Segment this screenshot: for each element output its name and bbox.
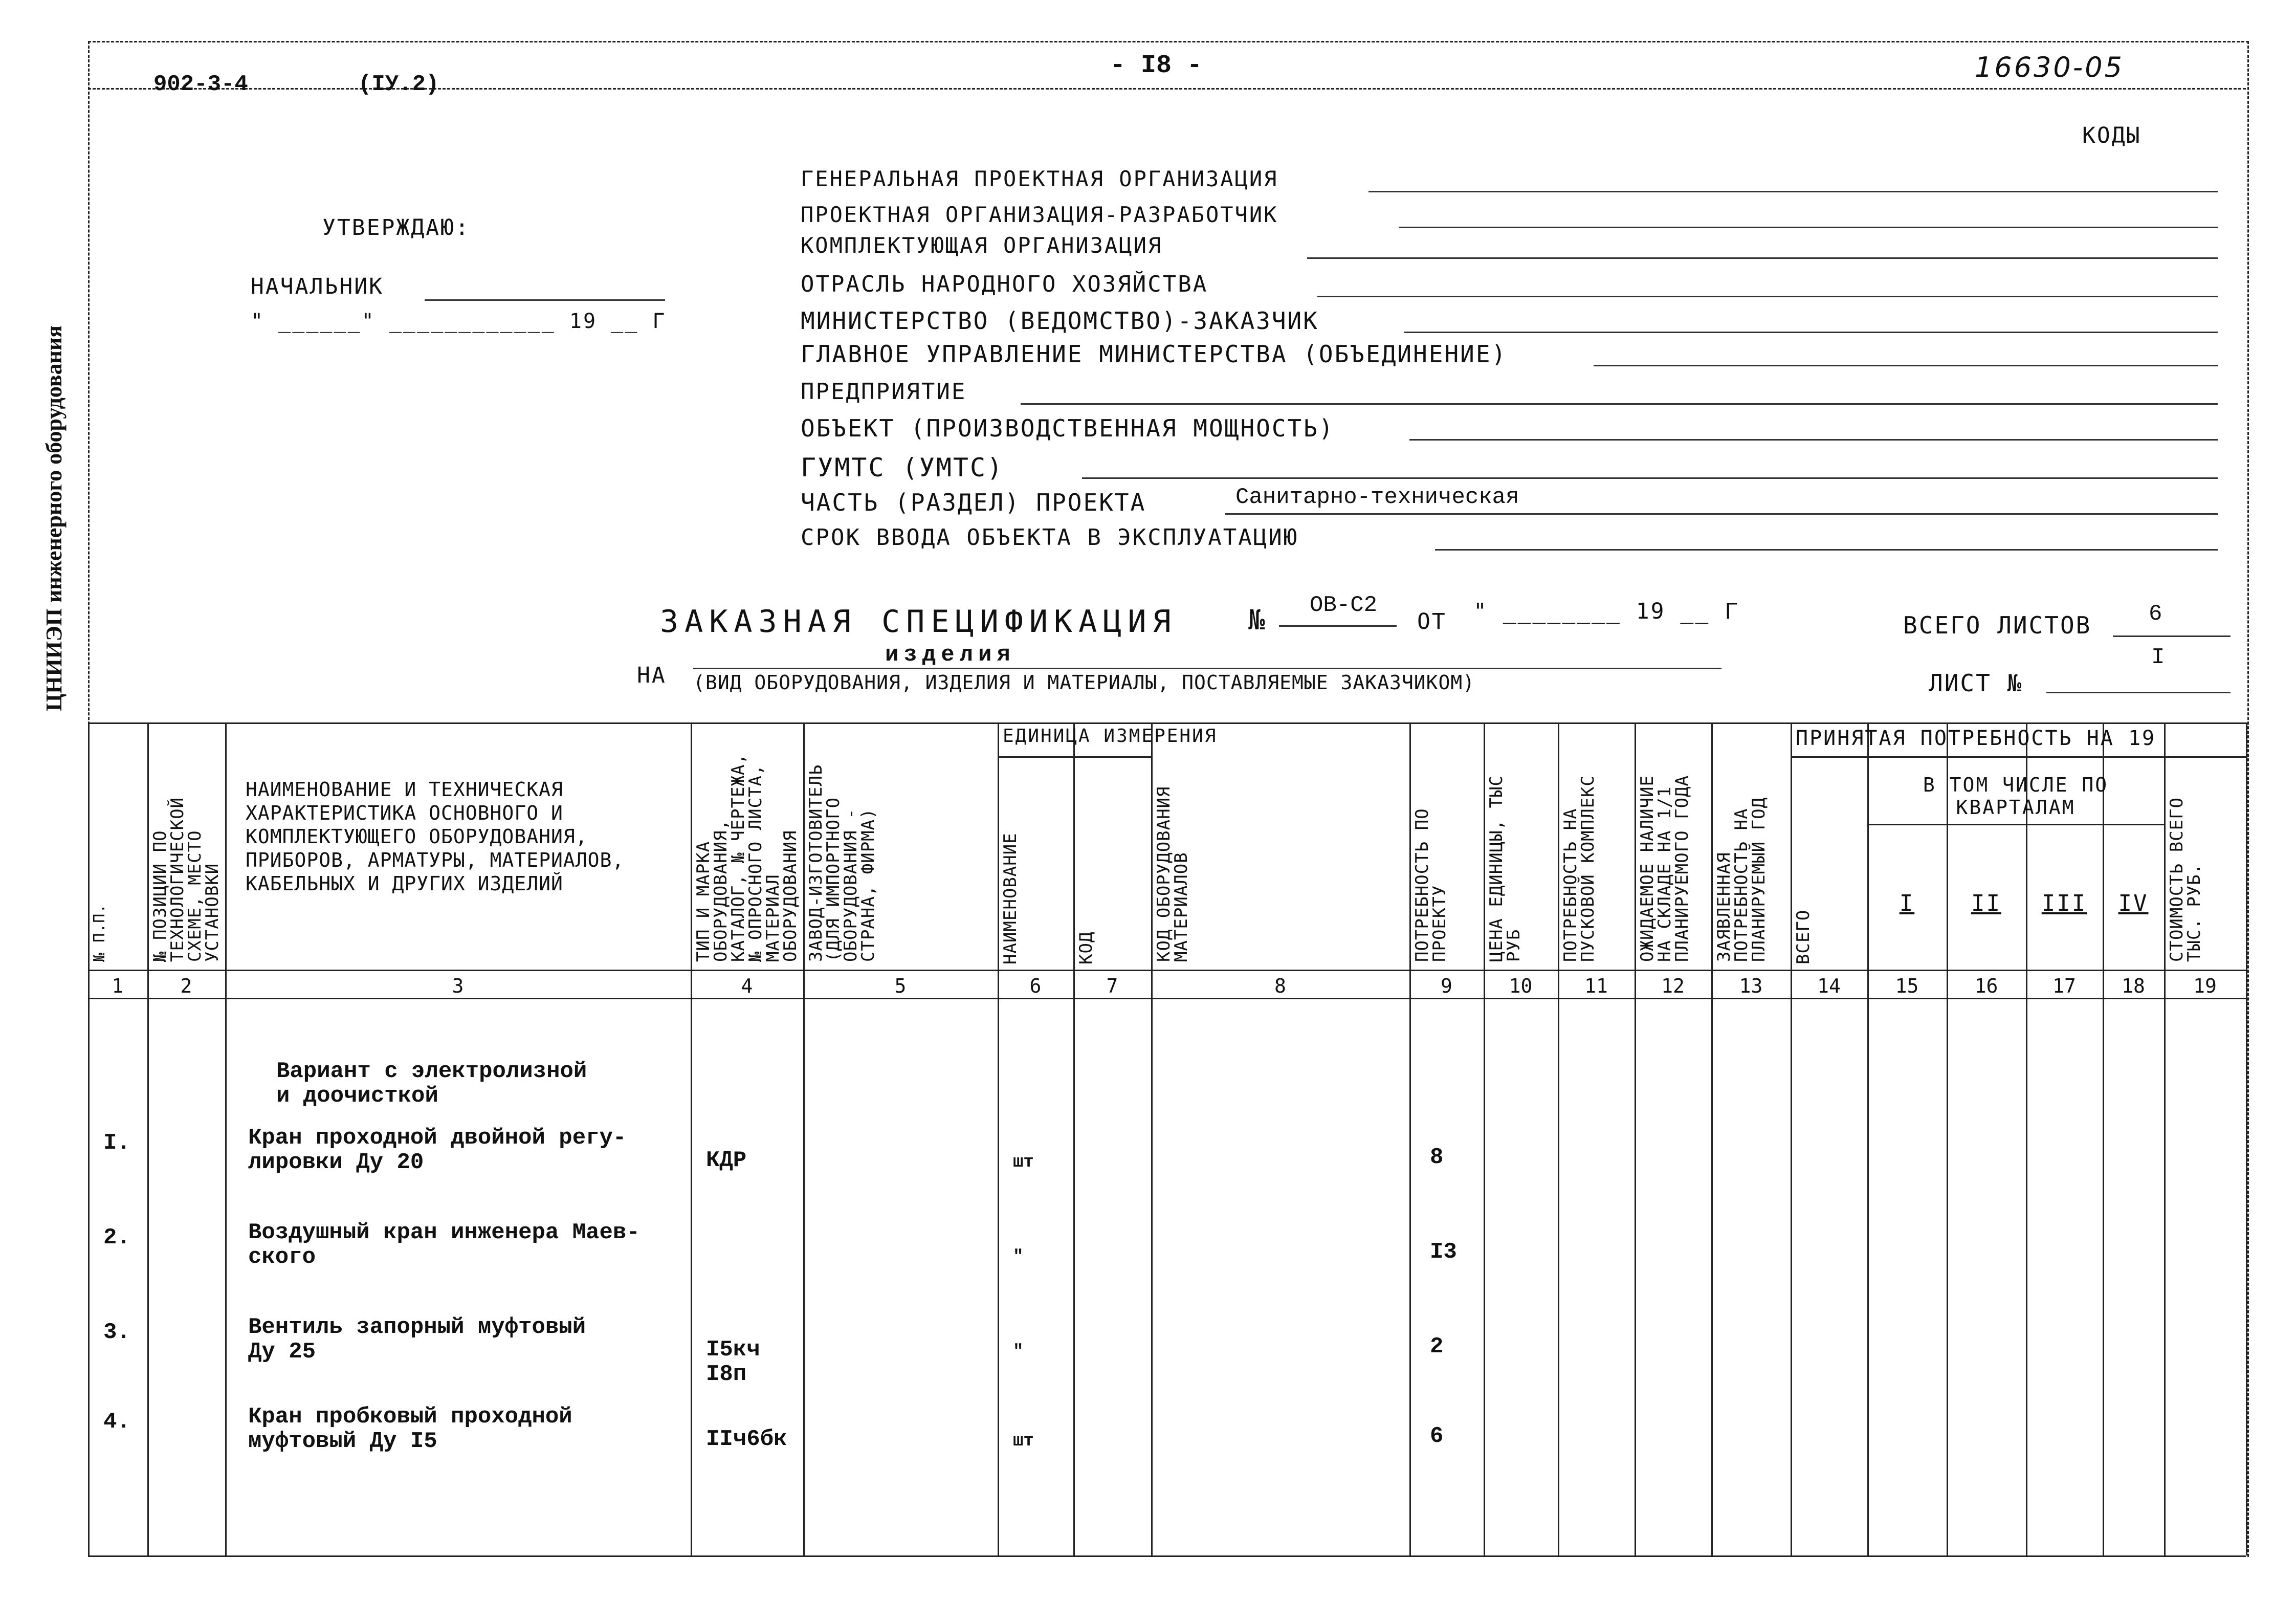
column-header: НАИМЕНОВАНИЕ [1000, 832, 1021, 964]
org-field-line [1317, 296, 2218, 297]
column-number: 14 [1817, 975, 1841, 997]
column-border [1867, 722, 1869, 1555]
org-field-line [1307, 257, 2218, 259]
total-sheets-value: 6 [2149, 601, 2162, 627]
column-number: 5 [894, 975, 907, 997]
doc-code: 902-3-4 [153, 72, 248, 97]
org-field-label: ПРЕДПРИЯТИЕ [801, 379, 967, 405]
column-border [998, 722, 999, 1555]
column-header: II [1971, 890, 2001, 916]
spec-from-label: ОТ [1417, 609, 1447, 634]
row-unit: шт [1013, 1153, 1034, 1172]
row-quantity: 8 [1430, 1145, 1444, 1170]
org-field-line [1021, 403, 2218, 405]
spec-title: ЗАКАЗНАЯ СПЕЦИФИКАЦИЯ [660, 604, 1177, 640]
column-number: 13 [1739, 975, 1763, 997]
column-number: 17 [2052, 975, 2076, 997]
org-field-line [1225, 513, 2218, 515]
org-field-label: ПРОЕКТНАЯ ОРГАНИЗАЦИЯ-РАЗРАБОТЧИК [801, 202, 1278, 227]
org-field-label: ОТРАСЛЬ НАРОДНОГО ХОЗЯЙСТВА [801, 271, 1208, 297]
archive-number: 16630-05 [1975, 51, 2124, 83]
column-number: 15 [1895, 975, 1919, 997]
row-type: IIч6бк [706, 1427, 787, 1452]
row-quantity: 2 [1430, 1334, 1444, 1359]
column-header: III [2041, 890, 2087, 916]
column-number: 12 [1661, 975, 1685, 997]
section-title: Вариант с электролизной и доочисткой [276, 1059, 587, 1109]
column-number: 8 [1274, 975, 1286, 997]
approval-signature-line [425, 299, 665, 301]
column-number: 7 [1106, 975, 1118, 997]
organization-stamp: ЦНИИЭП инженерного оборудования [41, 325, 67, 711]
org-field-line [1404, 332, 2218, 333]
approval-title: УТВЕРЖДАЮ: [322, 215, 470, 240]
header-bottom-border [88, 970, 2246, 971]
group-quarters-header: В ТОМ ЧИСЛЕ ПО КВАРТАЛАМ [1923, 774, 2109, 819]
column-number: 9 [1441, 975, 1452, 997]
column-number: 10 [1509, 975, 1533, 997]
column-header: КОД ОБОРУДОВАНИЯ МАТЕРИАЛОВ [1154, 786, 1191, 962]
column-header: № П.П. [91, 903, 108, 962]
column-number: 1 [112, 975, 124, 997]
org-field-line [1409, 439, 2218, 441]
row-number: 2. [103, 1225, 130, 1251]
column-border [803, 722, 805, 1555]
column-number: 4 [741, 975, 753, 997]
org-field-label: ГЛАВНОЕ УПРАВЛЕНИЕ МИНИСТЕРСТВА (ОБЪЕДИНЕНИЕ) [801, 340, 1508, 368]
column-border [1558, 722, 1559, 1555]
numbers-bottom-border [88, 998, 2246, 999]
row-quantity: I3 [1430, 1239, 1457, 1265]
sheet-label: ЛИСТ № [1929, 669, 2023, 697]
column-border [2164, 722, 2166, 1555]
spec-kind-line [693, 668, 1721, 669]
row-number: 3. [103, 1320, 130, 1345]
column-header: ПОТРЕБНОСТЬ НА ПУСКОВОЙ КОМПЛЕКС [1560, 775, 1598, 962]
total-sheets-line [2113, 635, 2231, 637]
column-border [2103, 722, 2104, 1555]
column-header: ВСЕГО [1793, 909, 1814, 964]
org-field-line [1399, 227, 2218, 228]
column-number: 16 [1974, 975, 1998, 997]
column-border [225, 722, 227, 1555]
org-field-line [1594, 365, 2218, 366]
sheet-line [2046, 692, 2231, 693]
row-quantity: 6 [1430, 1423, 1444, 1449]
org-field-label: ОБЪЕКТ (ПРОИЗВОДСТВЕННАЯ МОЩНОСТЬ) [801, 414, 1335, 442]
total-sheets-label: ВСЕГО ЛИСТОВ [1903, 611, 2092, 639]
column-header: НАИМЕНОВАНИЕ И ТЕХНИЧЕСКАЯ ХАРАКТЕРИСТИКА ОСНОВНОГО И КОМПЛЕКТУЮЩЕГО ОБОРУДОВАНИЯ, ПРИБОРОВ, АРМАТУРЫ, МАТЕРИАЛОВ, КАБЕЛЬНЫХ И ДРУГИХ ИЗДЕЛИЙ [246, 778, 625, 895]
spec-for-label: НА [637, 663, 667, 688]
row-type: КДР [706, 1148, 747, 1173]
column-border [88, 722, 90, 1555]
column-border [2246, 722, 2247, 1555]
column-header: ОЖИДАЕМОЕ НАЛИЧИЕ НА СКЛАДЕ НА 1/1 ПЛАНИРУЕМОГО ГОДА [1637, 775, 1692, 962]
org-field-line [1082, 477, 2218, 479]
org-field-label: СРОК ВВОДА ОБЪЕКТА В ЭКСПЛУАТАЦИЮ [801, 524, 1299, 551]
quarters-group-divider [1867, 824, 2164, 825]
row-unit: шт [1013, 1432, 1034, 1451]
column-number: 6 [1029, 975, 1042, 997]
page-number: - I8 - [1110, 51, 1203, 80]
row-name: Кран пробковый проходной муфтовый Ду I5 [248, 1404, 572, 1454]
org-field-line [1368, 191, 2218, 192]
column-header: ТИП И МАРКА ОБОРУДОВАНИЯ, КАТАЛОГ, № ЧЕРТЕЖА, № ОПРОСНОГО ЛИСТА, МАТЕРИАЛ ОБОРУДОВАНИЯ [693, 753, 801, 962]
column-border [1073, 722, 1075, 1555]
row-unit: " [1013, 1342, 1024, 1362]
spec-number-line [1279, 625, 1397, 627]
org-field-label: МИНИСТЕРСТВО (ВЕДОМСТВО)-ЗАКАЗЧИК [801, 307, 1319, 335]
column-border [1947, 722, 1948, 1555]
column-border [1711, 722, 1713, 1555]
org-field-label: ЧАСТЬ (РАЗДЕЛ) ПРОЕКТА [801, 489, 1146, 516]
group-units-header: ЕДИНИЦА ИЗМЕРЕНИЯ [1003, 726, 1218, 747]
column-header: № ПОЗИЦИИ ПО ТЕХНОЛОГИЧЕСКОЙ СХЕМЕ, МЕСТО УСТАНОВКИ [150, 797, 223, 962]
spec-kind: изделия [885, 642, 1015, 668]
spec-no-label: № [1248, 604, 1267, 636]
row-name: Кран проходной двойной регу- лировки Ду 20 [248, 1125, 627, 1175]
org-field-line [1435, 549, 2218, 551]
column-header: IV [2118, 890, 2149, 916]
column-number: 18 [2122, 975, 2145, 997]
table-bottom-border [88, 1555, 2246, 1557]
spec-number: ОВ-С2 [1310, 593, 1378, 618]
column-border [1791, 722, 1792, 1555]
column-header: ПОТРЕБНОСТЬ ПО ПРОЕКТУ [1412, 808, 1450, 962]
org-field-label: КОМПЛЕКТУЮЩАЯ ОРГАНИЗАЦИЯ [801, 233, 1163, 258]
column-number: 2 [180, 975, 192, 997]
row-number: 4. [103, 1409, 130, 1435]
column-header: ЗАВОД-ИЗГОТОВИТЕЛЬ (ДЛЯ ИМПОРТНОГО ОБОРУДОВАНИЯ - СТРАНА, ФИРМА) [806, 764, 878, 962]
group-accepted-header: ПРИНЯТАЯ ПОТРЕБНОСТЬ НА 19 [1796, 727, 2156, 750]
column-border [1635, 722, 1636, 1555]
org-field-label: ГЕНЕРАЛЬНАЯ ПРОЕКТНАЯ ОРГАНИЗАЦИЯ [801, 166, 1278, 191]
org-field-value: Санитарно-техническая [1235, 485, 1519, 510]
column-number: 3 [452, 975, 464, 997]
sheet-value: I [2151, 645, 2165, 670]
column-number: 11 [1584, 975, 1608, 997]
spec-date: " ________ 19 __ Г [1473, 599, 1739, 624]
approval-chief-label: НАЧАЛЬНИК [251, 274, 384, 299]
row-unit: " [1013, 1247, 1024, 1267]
row-name: Вентиль запорный муфтовый Ду 25 [248, 1314, 586, 1365]
row-type: I5кч I8п [706, 1337, 760, 1387]
album-number: (IУ.2) [358, 72, 439, 97]
column-border [147, 722, 149, 1555]
column-header: КОД [1076, 931, 1096, 964]
column-header: I [1899, 890, 1915, 916]
column-border [2026, 722, 2027, 1555]
row-number: I. [103, 1130, 130, 1156]
column-border [1484, 722, 1485, 1555]
spec-kind-caption: (ВИД ОБОРУДОВАНИЯ, ИЗДЕЛИЯ И МАТЕРИАЛЫ, ПОСТАВЛЯЕМЫЕ ЗАКАЗЧИКОМ) [693, 671, 1475, 694]
column-header: ЦЕНА ЕДИНИЦЫ, ТЫС РУБ [1486, 775, 1524, 962]
table-top-border [88, 722, 2246, 724]
org-field-label: ГУМТС (УМТС) [801, 453, 1004, 483]
approval-date-line: " ______" ____________ 19 __ Г [251, 310, 667, 333]
column-header: ЗАЯВЛЕННАЯ ПОТРЕБНОСТЬ НА ПЛАНИРУЕМЫЙ ГОД [1714, 797, 1769, 962]
column-border [1409, 722, 1411, 1555]
codes-label: КОДЫ [2082, 123, 2142, 148]
column-border [1151, 722, 1153, 1555]
column-number: 19 [2193, 975, 2217, 997]
row-name: Воздушный кран инженера Маев- ского [248, 1220, 640, 1270]
column-border [691, 722, 692, 1555]
column-header: СТОИМОСТЬ ВСЕГО ТЫС. РУБ. [2167, 797, 2204, 962]
